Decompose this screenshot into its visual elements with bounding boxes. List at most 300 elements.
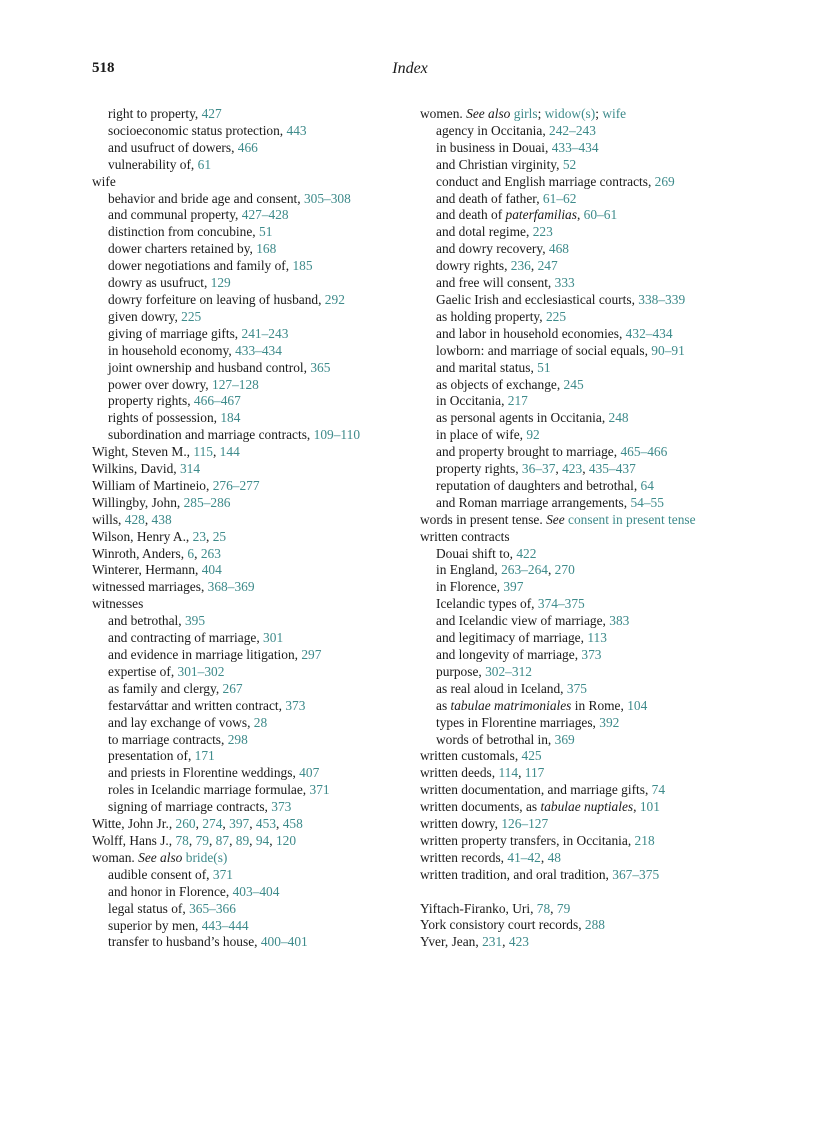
page-reference-link[interactable]: 404 [201, 562, 222, 578]
index-subentry [92, 799, 382, 816]
page-reference-link[interactable]: 458 [282, 816, 303, 832]
entry-text: and dotal regime, [436, 224, 533, 240]
entry-text: property rights, [108, 393, 194, 409]
index-subentry [92, 123, 382, 140]
entry-text: and priests in Florentine weddings, [108, 765, 300, 781]
page-reference-link[interactable]: 115 [193, 444, 213, 460]
page-reference-link[interactable]: 314 [179, 461, 201, 477]
index-subentry [92, 393, 382, 410]
page-reference-link[interactable]: 231 [482, 934, 503, 950]
index-entry [92, 546, 382, 563]
italic-term: tabulae nuptiales [540, 799, 634, 815]
entry-text: , [194, 545, 201, 561]
page-reference-link[interactable]: 6 [187, 545, 195, 561]
entry-text: Yver, Jean, [420, 934, 483, 950]
italic-term: See also [138, 849, 183, 865]
entry-text: written tradition, and oral tradition, [420, 866, 613, 882]
page-reference-link[interactable]: 52 [562, 156, 577, 172]
page-reference-link[interactable]: 113 [587, 630, 607, 646]
index-subentry [420, 360, 720, 377]
index-subentry [420, 207, 720, 224]
page-reference-link[interactable]: 302–312 [485, 663, 532, 679]
index-subentry [92, 664, 382, 681]
page-reference-link[interactable]: 274 [202, 816, 223, 832]
page-reference-link[interactable]: 94 [255, 832, 270, 848]
page-reference-link[interactable]: 438 [151, 511, 172, 527]
entry-text: Winroth, Anders, [92, 545, 188, 561]
page-reference-link[interactable]: 400–401 [260, 934, 308, 950]
page-reference-link[interactable]: widow(s) [544, 106, 596, 121]
entry-text: reputation of daughters and betrothal, [436, 477, 641, 493]
index-subentry [92, 867, 382, 884]
index-entry [420, 867, 720, 884]
index-subentry [92, 715, 382, 732]
index-subentry [92, 258, 382, 275]
index-entry [420, 816, 720, 833]
entry-text: in business in Douai, [436, 139, 552, 155]
index-subentry [92, 241, 382, 258]
page-reference-link[interactable]: 292 [324, 291, 345, 307]
page-reference-link[interactable]: 101 [639, 799, 660, 815]
entry-text: distinction from concubine, [108, 224, 259, 240]
entry-text: lowborn: and marriage of social equals, [436, 342, 652, 358]
page-reference-link[interactable]: 443–444 [201, 917, 249, 933]
entry-text: , [195, 816, 203, 832]
index-subentry [420, 241, 720, 258]
page-reference-link[interactable]: 92 [526, 427, 540, 443]
page-reference-link[interactable]: 185 [292, 258, 313, 274]
page-reference-link[interactable]: 247 [537, 258, 558, 274]
italic-term: See also [466, 106, 511, 121]
page-reference-link[interactable]: 269 [654, 173, 675, 189]
page-reference-link[interactable]: 422 [516, 545, 537, 561]
entry-text: expertise of, [108, 663, 178, 679]
entry-text: vulnerability of, [108, 156, 198, 172]
page-reference-link[interactable]: 297 [301, 647, 322, 662]
entry-text: as personal agents in Occitania, [436, 410, 609, 426]
index-subentry [420, 732, 720, 749]
page-reference-link[interactable]: 468 [548, 241, 569, 257]
index-subentry [420, 427, 720, 444]
entry-text: , [518, 765, 525, 781]
entry-text: dowry as usufruct, [108, 275, 211, 291]
entry-text: right to property, [108, 106, 202, 121]
entry-text: written property transfers, in Occitania, [420, 832, 635, 848]
index-subentry [420, 664, 720, 681]
index-entry [420, 850, 720, 867]
index-subentry [92, 207, 382, 224]
index-entry [420, 833, 720, 850]
entry-text: behavior and bride age and consent, [108, 190, 304, 206]
entry-text: written dowry, [420, 816, 502, 832]
entry-text: ; [537, 106, 545, 121]
entry-text: agency in Occitania, [436, 122, 550, 138]
index-subentry [92, 748, 382, 765]
entry-text: property rights, [436, 461, 522, 477]
index-subentry [420, 495, 720, 512]
page-reference-link[interactable]: 432–434 [625, 325, 673, 341]
entry-text: Gaelic Irish and ecclesiastical courts, [436, 291, 639, 307]
page-reference-link[interactable]: 427–428 [241, 207, 289, 223]
entry-text: witnessed marriages, [92, 579, 208, 595]
index-subentry [92, 918, 382, 935]
page-reference-link[interactable]: 241–243 [241, 325, 289, 341]
entry-text: in England, [436, 562, 502, 578]
entry-text: , [229, 832, 236, 848]
page-reference-link[interactable]: 89 [235, 832, 250, 848]
page-reference-link[interactable]: 373 [271, 799, 292, 815]
index-subentry [92, 934, 382, 951]
entry-text: and contracting of marriage, [108, 630, 264, 646]
page-reference-link[interactable]: 79 [556, 900, 571, 916]
index-subentry [420, 258, 720, 275]
index-subentry [92, 377, 382, 394]
page-reference-link[interactable]: 373 [285, 697, 306, 713]
index-subentry [420, 224, 720, 241]
entry-text: subordination and marriage contracts, [108, 427, 314, 443]
italic-term: paterfamilias [505, 207, 577, 223]
entry-text: written contracts [420, 528, 510, 544]
index-entry [92, 579, 382, 596]
entry-text: giving of marriage gifts, [108, 325, 242, 341]
entry-text: and evidence in marriage litigation, [108, 647, 302, 662]
page-reference-link[interactable]: 466–467 [193, 393, 241, 409]
entry-text: in Florence, [436, 579, 504, 595]
entry-text: wills, [92, 511, 125, 527]
entry-text: and Roman marriage arrangements, [436, 494, 631, 510]
page-reference-link[interactable]: 117 [524, 765, 545, 781]
index-subentry [92, 343, 382, 360]
entry-text: William of Martineio, [92, 477, 213, 493]
page-reference-link[interactable]: 263–264 [501, 562, 548, 578]
page-reference-link[interactable]: 60–61 [583, 207, 618, 223]
index-subentry [92, 140, 382, 157]
page-reference-link[interactable]: 74 [651, 782, 666, 798]
entry-text: Douai shift to, [436, 545, 517, 561]
page-reference-link[interactable]: 23 [192, 528, 207, 544]
index-entry [92, 529, 382, 546]
entry-text: and usufruct of dowers, [108, 139, 238, 155]
entry-text: presentation of, [108, 748, 195, 764]
entry-text: and free will consent, [436, 275, 555, 291]
index-subentry [420, 410, 720, 427]
index-entry [92, 444, 382, 461]
index-subentry [420, 157, 720, 174]
entry-text: and communal property, [108, 207, 242, 223]
entry-text: , [276, 816, 283, 832]
index-entry [420, 106, 720, 123]
entry-text: power over dowry, [108, 376, 212, 392]
index-entry [420, 529, 720, 546]
index-subentry [92, 410, 382, 427]
entry-text: dowry forfeiture on leaving of husband, [108, 291, 325, 307]
page-reference-link[interactable]: 425 [521, 748, 542, 764]
entry-text: Icelandic types of, [436, 596, 538, 612]
page-reference-link[interactable]: 120 [275, 832, 297, 848]
page-reference-link[interactable]: 371 [309, 782, 330, 798]
index-subentry [420, 377, 720, 394]
page-reference-link[interactable]: 305–308 [303, 190, 351, 206]
page-reference-link[interactable]: 54–55 [630, 494, 664, 510]
entry-text: as real aloud in Iceland, [436, 680, 567, 696]
page-reference-link[interactable]: 28 [253, 714, 268, 730]
page-reference-link[interactable]: 61 [197, 156, 212, 172]
entry-text: written deeds, [420, 765, 499, 781]
page-reference-link[interactable]: 365–366 [189, 900, 236, 916]
page-reference-link[interactable]: 333 [554, 275, 575, 291]
page-reference-link[interactable]: 392 [599, 714, 620, 730]
index-entry [420, 901, 720, 918]
index-entry [420, 782, 720, 799]
entry-text: , [582, 461, 589, 477]
index-subentry [92, 427, 382, 444]
italic-term: tabulae matrimoniales [450, 697, 572, 713]
page-reference-link[interactable]: 126–127 [501, 816, 549, 832]
page-reference-link[interactable]: 301–302 [177, 663, 225, 679]
entry-text: and property brought to marriage, [436, 444, 621, 460]
page-reference-link[interactable]: 104 [627, 697, 648, 713]
page-reference-link[interactable]: 276–277 [212, 477, 260, 493]
entry-text: in household economy, [108, 342, 236, 358]
index-subentry [92, 647, 382, 664]
page-reference-link[interactable]: 435–437 [588, 461, 636, 477]
entry-text: wife [92, 173, 116, 189]
page-reference-link[interactable]: 184 [220, 410, 241, 426]
index-entry [92, 478, 382, 495]
entry-text: Willingby, John, [92, 494, 184, 510]
index-column-left [92, 106, 382, 951]
page-reference-link[interactable]: 395 [184, 613, 206, 629]
page-reference-link[interactable]: 171 [194, 748, 215, 764]
index-subentry [420, 275, 720, 292]
page-reference-link[interactable]: 168 [256, 241, 277, 257]
page-reference-link[interactable]: consent in present tense [568, 511, 696, 527]
entry-text: written customals, [420, 748, 522, 764]
index-subentry [420, 309, 720, 326]
entry-text: Wight, Steven M., [92, 444, 194, 460]
entry-text: in Occitania, [436, 393, 508, 409]
entry-text: woman. [92, 849, 139, 865]
index-subentry [92, 901, 382, 918]
index-subentry [92, 782, 382, 799]
index-subentry [92, 157, 382, 174]
index-subentry [92, 613, 382, 630]
page-reference-link[interactable]: 375 [566, 680, 587, 696]
page-reference-link[interactable]: 285–286 [183, 494, 231, 510]
entry-text: conduct and English marriage contracts, [436, 173, 655, 189]
page-reference-link[interactable]: 373 [581, 647, 602, 662]
page-reference-link[interactable]: 78 [175, 832, 189, 848]
page-reference-link[interactable]: 41–42 [507, 849, 541, 865]
entry-text: , [540, 849, 548, 865]
page-reference-link[interactable]: 248 [608, 410, 629, 426]
page-reference-link[interactable]: 79 [195, 832, 209, 848]
index-subentry [92, 106, 382, 123]
index-subentry [420, 292, 720, 309]
index-subentry [92, 292, 382, 309]
page-reference-link[interactable]: 397 [503, 579, 524, 595]
entry-text: socioeconomic status protection, [108, 122, 287, 138]
entry-text: festarváttar and written contract, [108, 697, 286, 713]
index-entry [420, 512, 720, 529]
page-reference-link[interactable]: 87 [215, 832, 230, 848]
page-reference-link[interactable]: 127–128 [212, 376, 259, 392]
page-reference-link[interactable]: 397 [229, 816, 250, 832]
index-subentry [92, 884, 382, 901]
entry-text: , [550, 900, 557, 916]
page-reference-link[interactable]: 217 [507, 393, 528, 409]
page-reference-link[interactable]: 260 [175, 816, 196, 832]
entry-text: and death of [436, 207, 506, 223]
entry-text: and legitimacy of marriage, [436, 630, 588, 646]
page-reference-link[interactable]: 25 [212, 528, 227, 544]
entry-text: ; [595, 106, 603, 121]
page-reference-link[interactable]: 301 [263, 630, 284, 646]
running-head: Index [392, 60, 428, 77]
entry-text: Wilson, Henry A., [92, 528, 193, 544]
page-reference-link[interactable]: 453 [255, 816, 277, 832]
page-reference-link[interactable]: 64 [640, 477, 654, 493]
index-subentry [420, 478, 720, 495]
page-reference-link[interactable]: 225 [545, 308, 567, 324]
page-reference-link[interactable]: 78 [536, 900, 551, 916]
entry-text: Witte, John Jr., [92, 816, 176, 832]
page-reference-link[interactable]: 338–339 [638, 291, 686, 307]
entry-text: Wolff, Hans J., [92, 832, 176, 848]
page-reference-link[interactable]: 298 [227, 731, 248, 747]
entry-text: legal status of, [108, 900, 190, 916]
page-reference-link[interactable]: 61–62 [542, 190, 577, 206]
page-reference-link[interactable]: 288 [584, 917, 605, 933]
page-reference-link[interactable]: bride(s) [185, 849, 228, 865]
index-subentry [420, 326, 720, 343]
page-reference-link[interactable]: 236 [510, 258, 531, 274]
index-subentry [420, 613, 720, 630]
italic-term: See [546, 511, 565, 527]
page-reference-link[interactable]: 51 [259, 224, 273, 240]
page-reference-link[interactable]: 267 [222, 680, 243, 696]
page-reference-link[interactable]: 403–404 [232, 883, 280, 899]
index-column-right [420, 106, 720, 951]
page-reference-link[interactable]: 242–243 [549, 122, 596, 138]
page-number: 518 [92, 60, 115, 76]
page-reference-link[interactable]: 367–375 [612, 866, 660, 882]
entry-text: , [208, 832, 216, 848]
entry-text: written records, [420, 849, 508, 865]
page-reference-link[interactable]: 423 [562, 461, 583, 477]
index-subentry [420, 444, 720, 461]
entry-text: rights of possession, [108, 410, 221, 426]
index-subentry [420, 174, 720, 191]
page-reference-link[interactable]: 263 [200, 545, 221, 561]
entry-text: given dowry, [108, 308, 182, 324]
page-reference-link[interactable]: wife [602, 106, 627, 121]
entry-text: , [530, 258, 538, 274]
index-spacer [420, 884, 720, 901]
page-reference-link[interactable]: 433–434 [235, 342, 282, 358]
page-reference-link[interactable]: 428 [124, 511, 145, 527]
entry-text: transfer to husband’s house, [108, 934, 261, 950]
page-reference-link[interactable]: 407 [299, 765, 320, 781]
page-reference-link[interactable]: 36–37 [521, 461, 556, 477]
page-reference-link[interactable]: 368–369 [207, 579, 255, 595]
page-reference-link[interactable]: 371 [212, 866, 233, 882]
entry-text: , [249, 816, 256, 832]
index-subentry [92, 275, 382, 292]
index-subentry [92, 360, 382, 377]
index-subentry [92, 698, 382, 715]
page-reference-link[interactable]: 114 [498, 765, 519, 781]
entry-text: and labor in household economies, [436, 325, 626, 341]
entry-text: written documents, as [420, 799, 541, 815]
entry-text: to marriage contracts, [108, 731, 228, 747]
entry-text: types in Florentine marriages, [436, 714, 600, 730]
entry-text: and Christian virginity, [436, 156, 563, 172]
page-reference-link[interactable]: 223 [532, 224, 553, 240]
page-reference-link[interactable]: 48 [547, 849, 561, 865]
page-reference-link[interactable]: 443 [286, 122, 307, 138]
entry-text: York consistory court records, [420, 917, 585, 933]
index-subentry [92, 765, 382, 782]
index-entry [420, 765, 720, 782]
entry-text: as holding property, [436, 308, 546, 324]
entry-text: , [576, 207, 584, 223]
entry-text: and dowry recovery, [436, 241, 549, 257]
page-reference-link[interactable]: 433–434 [551, 139, 599, 155]
entry-text: as family and clergy, [108, 680, 223, 696]
index-subentry [420, 596, 720, 613]
page-reference-link[interactable]: 144 [219, 444, 240, 460]
page-reference-link[interactable]: 427 [201, 106, 222, 121]
page-reference-link[interactable]: 465–466 [620, 444, 668, 460]
page-reference-link[interactable]: 369 [554, 731, 575, 747]
page-reference-link[interactable]: 109–110 [313, 427, 361, 443]
page-reference-link[interactable]: 365 [310, 359, 331, 375]
page-reference-link[interactable]: 383 [609, 613, 630, 629]
page-reference-link[interactable]: 51 [537, 359, 551, 375]
entry-text: and marital status, [436, 359, 538, 375]
index-subentry [420, 630, 720, 647]
index-subentry [92, 309, 382, 326]
entry-text: and lay exchange of vows, [108, 714, 254, 730]
page-reference-link[interactable]: 374–375 [537, 596, 585, 612]
index-subentry [420, 698, 720, 715]
index-subentry [420, 562, 720, 579]
entry-text: audible consent of, [108, 866, 213, 882]
page-reference-link[interactable]: girls [513, 106, 538, 121]
page-reference-link[interactable]: 129 [210, 275, 231, 291]
index-subentry [420, 123, 720, 140]
page-reference-link[interactable]: 466 [237, 139, 258, 155]
entry-text: written documentation, and marriage gifts, [420, 782, 652, 798]
entry-text: , [502, 934, 509, 950]
index-subentry [420, 393, 720, 410]
page-reference-link[interactable]: 225 [181, 308, 202, 324]
entry-text: , [555, 461, 563, 477]
page-reference-link[interactable]: 245 [563, 376, 584, 392]
page-reference-link[interactable]: 218 [634, 832, 655, 848]
page-reference-link[interactable]: 270 [554, 562, 575, 578]
index-entry [92, 596, 382, 613]
index-subentry [92, 681, 382, 698]
entry-text: , [633, 799, 640, 815]
entry-text: women. [420, 106, 467, 121]
index-entry [92, 512, 382, 529]
page-reference-link[interactable]: 90–91 [651, 342, 685, 358]
entry-text: , [188, 832, 196, 848]
page-reference-link[interactable]: 423 [508, 934, 529, 950]
entry-text: , [206, 528, 213, 544]
